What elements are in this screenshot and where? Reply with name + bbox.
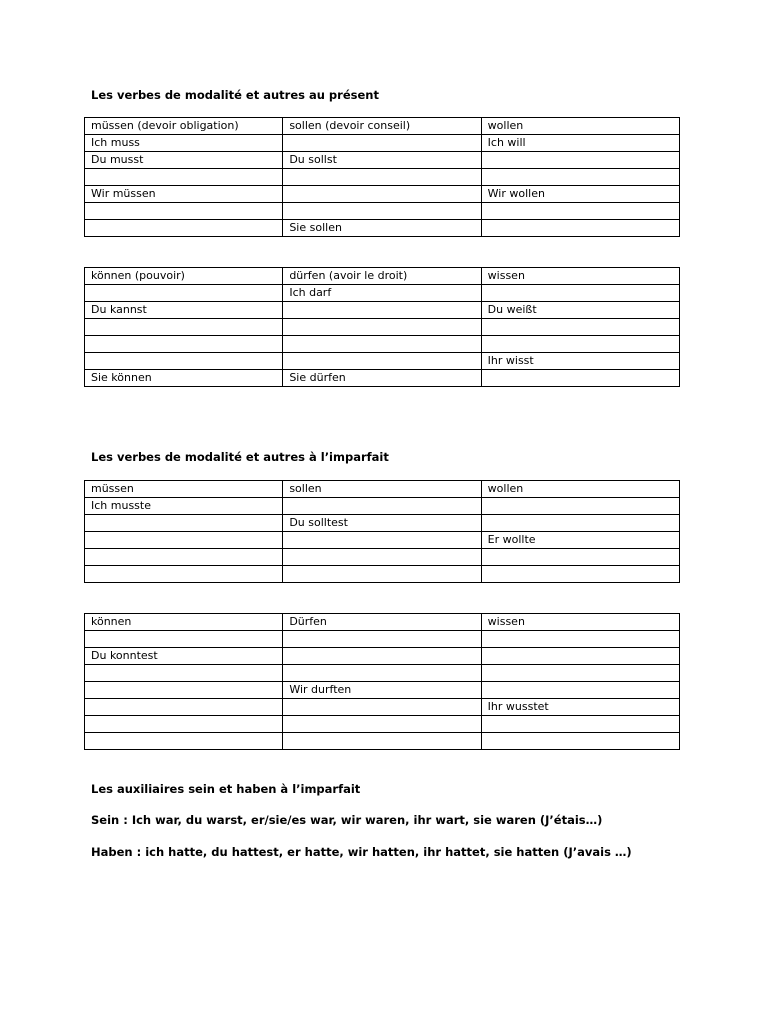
table-row xyxy=(85,285,680,302)
table-cell: Wir wollen xyxy=(481,186,679,203)
table-cell: wollen xyxy=(481,481,679,498)
table-cell xyxy=(85,336,283,353)
table-cell: Ihr wusstet xyxy=(481,699,679,716)
table-cell xyxy=(283,733,481,750)
table-cell: wollen xyxy=(481,118,679,135)
table-header-row xyxy=(85,481,680,498)
table-cell: Du weißt xyxy=(481,302,679,319)
section-heading-auxiliaires: Les auxiliaires sein et haben à l’imparfait xyxy=(91,782,361,796)
table-row xyxy=(85,319,680,336)
table-row xyxy=(85,699,680,716)
table-cell: Ich musste xyxy=(85,498,283,515)
table-cell xyxy=(481,169,679,186)
table-cell: Du sollst xyxy=(283,152,481,169)
table-row xyxy=(85,302,680,319)
table-row xyxy=(85,370,680,387)
table-row xyxy=(85,682,680,699)
table-cell: müssen xyxy=(85,481,283,498)
table-cell: können xyxy=(85,614,283,631)
table-cell xyxy=(481,285,679,302)
haben-conjugation: Haben : ich hatte, du hattest, er hatte, wir hatten, ihr hattet, sie hatten (J’avais …) xyxy=(91,845,632,859)
table-imparfait-1 xyxy=(84,480,680,583)
table-cell xyxy=(283,302,481,319)
table-cell xyxy=(283,203,481,220)
table-cell: Sie dürfen xyxy=(283,370,481,387)
table-cell xyxy=(283,353,481,370)
table-cell xyxy=(481,733,679,750)
table-cell: Wir müssen xyxy=(85,186,283,203)
table-cell xyxy=(85,566,283,583)
table-cell xyxy=(283,169,481,186)
table-cell xyxy=(481,515,679,532)
table-row xyxy=(85,152,680,169)
table-cell: Er wollte xyxy=(481,532,679,549)
table-cell xyxy=(283,319,481,336)
table-cell xyxy=(85,699,283,716)
table-cell xyxy=(85,169,283,186)
table-cell: Dürfen xyxy=(283,614,481,631)
table-cell: Sie können xyxy=(85,370,283,387)
table-cell: Sie sollen xyxy=(283,220,481,237)
table-cell xyxy=(481,203,679,220)
table-cell xyxy=(481,682,679,699)
table-cell xyxy=(85,515,283,532)
table-cell xyxy=(85,631,283,648)
table-cell xyxy=(85,532,283,549)
table-cell xyxy=(481,716,679,733)
table-cell xyxy=(481,648,679,665)
table-row xyxy=(85,716,680,733)
table-cell xyxy=(283,699,481,716)
table-cell xyxy=(481,220,679,237)
table-cell xyxy=(85,319,283,336)
table-cell: Du solltest xyxy=(283,515,481,532)
section-heading-imparfait: Les verbes de modalité et autres à l’imparfait xyxy=(91,450,389,464)
table-cell: Ich darf xyxy=(283,285,481,302)
table-cell xyxy=(85,220,283,237)
table-header-row xyxy=(85,268,680,285)
table-cell xyxy=(481,336,679,353)
table-cell xyxy=(283,186,481,203)
table-cell xyxy=(85,733,283,750)
table-present-1 xyxy=(84,117,680,237)
table-header-row xyxy=(85,614,680,631)
table-row xyxy=(85,203,680,220)
table-row xyxy=(85,631,680,648)
table-row xyxy=(85,566,680,583)
table-cell xyxy=(283,665,481,682)
table-cell: sollen (devoir conseil) xyxy=(283,118,481,135)
table-cell: sollen xyxy=(283,481,481,498)
table-cell: dürfen (avoir le droit) xyxy=(283,268,481,285)
table-cell xyxy=(481,498,679,515)
table-imparfait-2 xyxy=(84,613,680,750)
table-cell xyxy=(283,498,481,515)
table-cell xyxy=(283,648,481,665)
table-cell xyxy=(283,532,481,549)
table-cell xyxy=(283,549,481,566)
table-row xyxy=(85,220,680,237)
table-cell xyxy=(283,135,481,152)
table-cell xyxy=(283,336,481,353)
table-cell xyxy=(481,566,679,583)
table-row xyxy=(85,648,680,665)
table-cell xyxy=(85,285,283,302)
table-row xyxy=(85,532,680,549)
table-row xyxy=(85,549,680,566)
table-present-2 xyxy=(84,267,680,387)
table-cell: wissen xyxy=(481,614,679,631)
table-row xyxy=(85,336,680,353)
table-cell xyxy=(85,716,283,733)
table-cell xyxy=(85,203,283,220)
table-cell xyxy=(481,665,679,682)
table-cell xyxy=(85,665,283,682)
table-cell: Ihr wisst xyxy=(481,353,679,370)
table-cell xyxy=(85,682,283,699)
table-cell xyxy=(481,370,679,387)
section-heading-present: Les verbes de modalité et autres au présent xyxy=(91,88,379,102)
table-cell xyxy=(283,631,481,648)
table-row xyxy=(85,186,680,203)
sein-conjugation: Sein : Ich war, du warst, er/sie/es war, wir waren, ihr wart, sie waren (J’étais…) xyxy=(91,813,603,827)
table-cell: Du kannst xyxy=(85,302,283,319)
table-cell xyxy=(283,566,481,583)
table-cell: können (pouvoir) xyxy=(85,268,283,285)
table-cell: Wir durften xyxy=(283,682,481,699)
table-header-row xyxy=(85,118,680,135)
table-row xyxy=(85,498,680,515)
table-cell xyxy=(85,549,283,566)
table-cell: wissen xyxy=(481,268,679,285)
table-cell: müssen (devoir obligation) xyxy=(85,118,283,135)
table-cell: Ich will xyxy=(481,135,679,152)
table-cell: Du musst xyxy=(85,152,283,169)
table-cell xyxy=(481,631,679,648)
table-row xyxy=(85,353,680,370)
table-cell: Ich muss xyxy=(85,135,283,152)
table-row xyxy=(85,733,680,750)
table-row xyxy=(85,169,680,186)
table-cell: Du konntest xyxy=(85,648,283,665)
table-cell xyxy=(481,152,679,169)
table-row xyxy=(85,665,680,682)
table-row xyxy=(85,515,680,532)
table-cell xyxy=(283,716,481,733)
table-row xyxy=(85,135,680,152)
table-cell xyxy=(481,319,679,336)
table-cell xyxy=(481,549,679,566)
table-cell xyxy=(85,353,283,370)
